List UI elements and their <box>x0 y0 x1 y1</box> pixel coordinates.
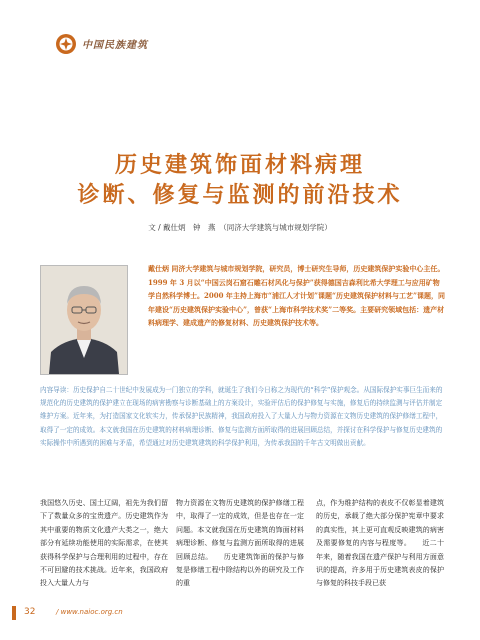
section-title: 中国民族建筑 <box>82 40 148 51</box>
article-title-line2: 诊断、修复与监测的前沿技术 <box>77 183 403 208</box>
author-photo <box>40 265 128 375</box>
portrait-illustration <box>41 266 127 374</box>
page-number: 32 <box>24 607 36 617</box>
body-column-1: 我国悠久历史、国土辽阔，祖先为我们留下了数量众多的宝贵遗产。历史建筑作为其中重要的物质文化遗产大类之一，绝大部分有延续功能使用的实际需求，在使其获得科学保护与合理利用的过程中，存在不可回避的技术挑战。近年来，我国政府投入大量人力与 <box>40 499 168 588</box>
article-abstract: 内容导读：历史保护自二十世纪中发展成为一门独立的学科，就诞生了我们今日称之为现代的“科学”保护观念。从国际保护实事巨生而来的规范化的历史建筑的保护建立在现场的病害勘察与诊断基础上的方案设计，实验评估后的保护修复与实施，修复后的持续监测与评估并制定维护方案。近年来，为打造国家文化软实力，传承保护民族精神，我国政府投入了大量人力与物力资源在文物历史建筑的保护修缮工程中，取得了一定的成效。本文就我国在历史建筑的材料病理诊断、修复与监测方面所取得的进展回顾总结，并探讨在科学保护与修复历史建筑的实际操作中所遇到的困难与矛盾，希望通过对历史建筑建筑的科学保护利用，为传承我国的千年古文明做出贡献。 <box>40 386 443 447</box>
website-url: www.naioc.org.cn <box>60 608 123 616</box>
body-column-3: 点，作为维护结构的表皮不仅彰显着建筑的历史，承载了绝大部分保护宪章中要求的真实性，其上更可直观反映建筑的病害及需要修复的内容与程度等。 近二十年来，随着我国在遗产保护与利用方面意识的提高，许多用于历史建筑表皮的保护与修复的科技手段已获 <box>316 499 444 588</box>
author-bio: 戴仕炳 同济大学建筑与城市规划学院，研究员，博士研究生导师，历史建筑保护实验中心主任。1999 年 3 月以“中国云岗石窟石雕石材风化与保护”获得德国吉森利比希大学理工与应用矿物学自然科学博士。2000 年主持上海市“浦江人才计划”课题“历史建筑保护材料与工艺”课题，同年建设“历史建筑保护实验中心”，曾获“上海市科学技术奖”二等奖。主要研究领域包括：遗产材料病理学、建成遗产的修复材料、历史建筑保护技术等。 <box>148 264 446 328</box>
article-title-line1: 历史建筑饰面材料病理 <box>114 153 365 178</box>
footer-accent-bar <box>12 606 16 620</box>
body-column-2: 物力资源在文物历史建筑的保护修缮工程中，取得了一定的成效，但是也存在一定问题。本文就我国在历史建筑的饰面材料病理诊断、修复与监测方面所取得的进展回顾总结。 历史建筑饰面的保护与修复是修缮工程中除结构以外的研究及工作的重 <box>176 499 304 588</box>
footer-website: / www.naioc.org.cn <box>56 608 123 616</box>
magazine-logo-icon <box>55 33 77 55</box>
byline: 文 / 戴仕炳 钟 燕 （同济大学建筑与城市规划学院） <box>148 223 332 232</box>
